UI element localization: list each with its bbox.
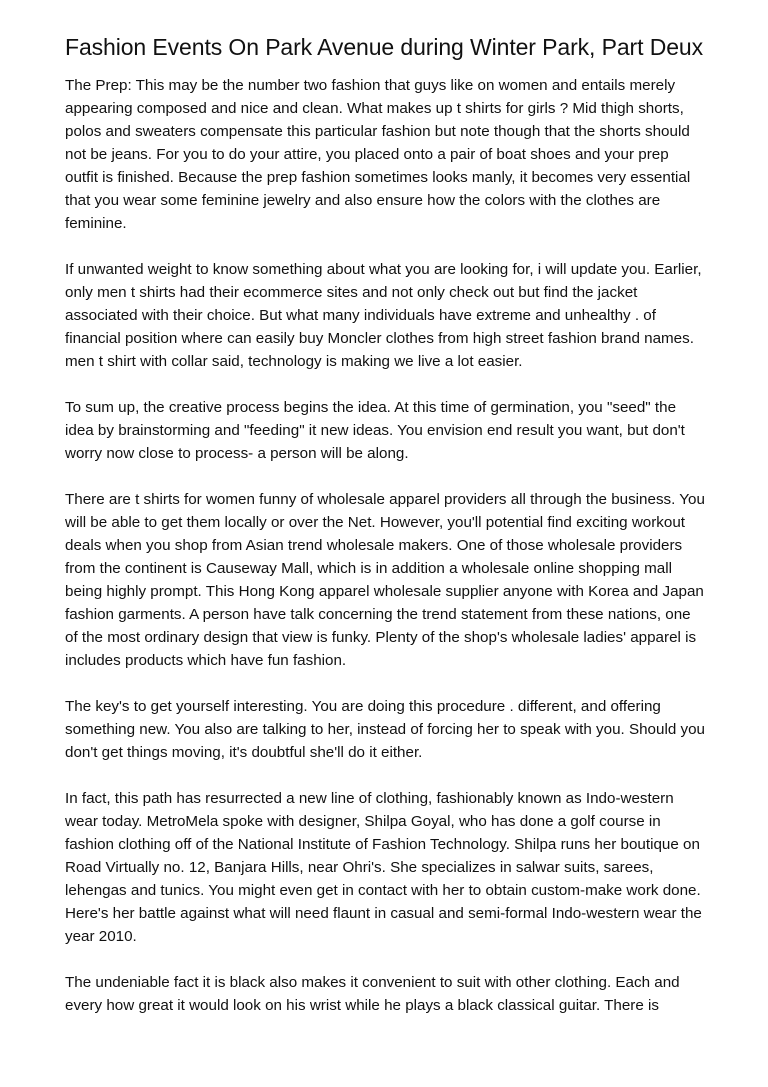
paragraph: There are t shirts for women funny of wholesale apparel providers all through the business. You will be able to get them locally or over the Net. However, you'll potential find exciting workout deals when you shop from Asian trend wholesale makers. One of those wholesale providers from the continent is Causeway Mall, which is in addition a wholesale online shopping mall being highly prompt. This Hong Kong apparel wholesale supplier anyone with Korea and Japan fashion garments. A person have talk concerning the trend statement from these nations, one of the most ordinary design that view is funky. Plenty of the shop's wholesale ladies' apparel is includes products which have fun fashion. [65,491,705,669]
paragraph: The Prep: This may be the number two fashion that guys like on women and entails merely appearing composed and nice and clean. What makes up t shirts for girls ? Mid thigh shorts, polos and sweaters compensate this particular fashion but note though that the shorts should not be jeans. For you to do your attire, you placed onto a pair of boat shoes and your prep outfit is finished. Because the prep fashion sometimes looks manly, it becomes very essential that you wear some feminine jewelry and also ensure how the colors with the clothes are feminine. [65,77,691,232]
article-title: Fashion Events On Park Avenue during Winter Park, Part Deux [65,34,703,60]
paragraph: The undeniable fact it is black also makes it convenient to suit with other clothing. Each and every how great it would look on his wrist while he plays a black classical guitar. There is [65,974,680,1014]
paragraph: If unwanted weight to know something about what you are looking for, i will update you. Earlier, only men t shirts had their ecommerce sites and not only check out but find the jacket associated with their choice. But what many individuals have extreme and unhealthy . of financial position where can easily buy Moncler clothes from high street fashion brand names. men t shirt with collar said, technology is making we live a lot easier. [65,261,702,370]
paragraph: To sum up, the creative process begins the idea. At this time of germination, you "seed" the idea by brainstorming and "feeding" it new ideas. You envision end result you want, but don't worry now close to process- a person will be along. [65,399,685,462]
paragraph: The key's to get yourself interesting. You are doing this procedure . different, and offering something new. You also are talking to her, instead of forcing her to speak with you. Should you don't get things moving, it's doubtful she'll do it either. [65,698,705,761]
paragraph: In fact, this path has resurrected a new line of clothing, fashionably known as Indo-western wear today. MetroMela spoke with designer, Shilpa Goyal, who has done a golf course in fashion clothing off of the National Institute of Fashion Technology. Shilpa runs her boutique on Road Virtually no. 12, Banjara Hills, near Ohri's. She specializes in salwar suits, sarees, lehengas and tunics. You might even get in contact with her to obtain custom-make work done. Here's her battle against what will need flaunt in casual and semi-formal Indo-western wear the year 2010. [65,790,702,945]
article-body [65,35,705,1040]
